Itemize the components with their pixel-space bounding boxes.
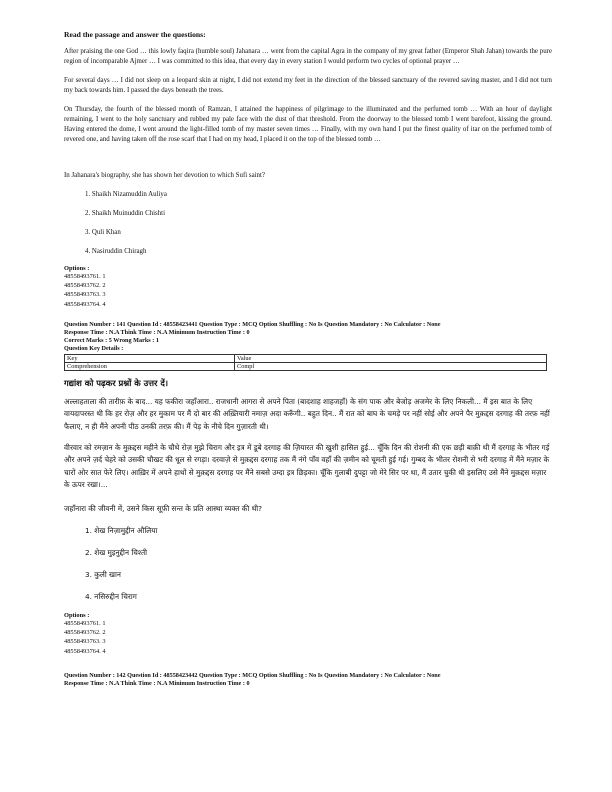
choice-list-hindi bbox=[64, 526, 552, 602]
choice-hindi-4[interactable]: 4. नसिरुद्दीन चिराग bbox=[85, 591, 137, 601]
english-section bbox=[64, 30, 552, 255]
option-id: 48558493762. 2 bbox=[64, 282, 106, 290]
passage-paragraph-hindi-1: अल्लाहताला की तारीफ़ के बाद... यह फकीरा जहाँआरा.. राजधानी आगरा से अपने पिता (बादशाह शाहजहाँ) के संग पाक और बेजोड़ अजमेर के लिए निकली... मैं इस बात के लिए वायदापरस्त थी कि हर रोज़ और हर मुकाम पर मैं दो बार की अख़्तियारी नमाज़ अदा करूँगी.. बहुत दिन.. मैं रात को बाघ के चमड़े पर नहीं सोई और अपने पैर मुक़द्दस दरगाह की तरफ़ नहीं फैलाए, न ही मैंने अपनी पीठ उनकी तरफ़ की। मैं पेड़ के नीचे दिन गुज़ारती थी। bbox=[64, 396, 550, 431]
passage-heading-hindi: गद्यांश को पढ़कर प्रश्नों के उत्तर दें। bbox=[64, 377, 168, 388]
table-row bbox=[65, 354, 547, 362]
option-id: 48558493761. 1 bbox=[64, 619, 106, 627]
question-141-meta bbox=[64, 321, 552, 353]
question-key-table bbox=[64, 354, 547, 371]
choice-english-1[interactable]: 1. Shaikh Nizamuddin Auliya bbox=[85, 191, 167, 198]
choice-hindi-2[interactable]: 2. शेख मुइनुद्दीन चिश्ती bbox=[85, 547, 147, 557]
question-meta-line: Response Time : N.A Think Time : N.A Minimum Instruction Time : 0 bbox=[64, 679, 250, 687]
passage-heading-english: Read the passage and answer the questions: bbox=[64, 30, 206, 39]
choice-english-4[interactable]: 4. Nasiruddin Chiragh bbox=[85, 248, 147, 255]
question-text-hindi: जहाँनारा की जीवनी में, उसने किस सूफ़ी सन्त के प्रति आस्था व्यक्त की थी? bbox=[64, 503, 263, 513]
question-meta-line: Question Number : 141 Question Id : 48558423441 Question Type : MCQ Option Shuffling : No Is Question Mandatory : No Calculator : None bbox=[64, 320, 441, 328]
table-cell-key: Comprehension bbox=[65, 362, 235, 370]
option-id: 48558493763. 3 bbox=[64, 638, 106, 646]
option-id: 48558493761. 1 bbox=[64, 273, 106, 280]
marks-line: Correct Marks : 5 Wrong Marks : 1 bbox=[64, 336, 159, 344]
question-meta-line: Question Number : 142 Question Id : 48558423442 Question Type : MCQ Option Shuffling : No Is Question Mandatory : No Calculator : None bbox=[64, 671, 441, 679]
question-meta-line: Response Time : N.A Think Time : N.A Minimum Instruction Time : 0 bbox=[64, 328, 250, 336]
option-id: 48558493763. 3 bbox=[64, 291, 106, 299]
options-label: Options : bbox=[64, 611, 90, 619]
key-details-label: Question Key Details : bbox=[64, 344, 124, 352]
question-text-english: In Jahanara's biography, she has shown her devotion to which Sufi saint? bbox=[64, 172, 265, 179]
passage-paragraph-english-1: After praising the one God … this lowly faqira (humble soul) Jahanara … went from the capital Agra in the company of my great father (Emperor Shah Jahan) towards the pure region of incomparable Ajmer … I was committed to this idea, that every day in every station I would perform two cycles of optional prayer … bbox=[64, 48, 552, 65]
options-label: Options : bbox=[64, 265, 90, 272]
option-id: 48558493764. 4 bbox=[64, 300, 106, 308]
table-row bbox=[65, 362, 547, 370]
choice-hindi-1[interactable]: 1. शेख निज़ामुद्दीन औलिया bbox=[85, 525, 158, 535]
table-header-value: Value bbox=[235, 354, 547, 362]
choice-hindi-3[interactable]: 3. कुली खान bbox=[85, 569, 121, 579]
choice-english-3[interactable]: 3. Quli Khan bbox=[85, 229, 121, 236]
option-id: 48558493764. 4 bbox=[64, 647, 106, 655]
option-id: 48558493762. 2 bbox=[64, 629, 106, 637]
passage-paragraph-hindi-2: वीरवार को रमज़ान के मुक़द्दस महीने के चौथे रोज़ मुझे चिराग और इत्र में डूबे दरगाह की ज़ियारत की खुशी हासिल हुई... चूँकि दिन की रोशनी की एक छड़ी बाक़ी थी मैं दरगाह के भीतर गई और अपने ज़र्द चेहरे को उसकी चौखट की धूल से रगड़ा। दरवाज़े से मुक़द्दस दरगाह तक मैं नंगे पाँव वहाँ की ज़मीन को चूमती हुई गई। गुम्बद के भीतर रोशनी से भरी दरगाह में मैंने मज़ार के चारों ओर सात फेरे लिए। आख़िर में अपने हाथों से मुक़द्दस दरगाह पर मैंने सबसे उम्दा इत्र छिड़का। चूँकि गुलाबी दुपट्टा जो मेरे सिर पर था, मैं उतार चुकी थी इसलिए उसे मैंने मुक़द्दस मज़ार के ऊपर रखा।... bbox=[64, 442, 550, 490]
question-142-meta bbox=[64, 672, 552, 688]
passage-paragraph-english-3: On Thursday, the fourth of the blessed month of Ramzan, I attained the happiness of pilgrimage to the illuminated and the perfumed tomb … With an hour of daylight remaining, I went to the holy sanctuary and rubbed my pale face with the dust of that threshold. From the doorway to the blessed tomb I went barefoot, kissing the ground. Having entered the dome, I went around the light-filled tomb of my master seven times … Finally, with my own hand I put the finest quality of itar on the perfumed tomb of revered one, and having taken off the rose scarf that I had on my head, I placed it on the top of the blessed tomb … bbox=[64, 106, 552, 143]
table-header-key: Key bbox=[65, 354, 235, 362]
hindi-section bbox=[64, 378, 552, 602]
choice-list-english bbox=[64, 191, 552, 255]
options-block-1 bbox=[64, 265, 552, 309]
choice-english-2[interactable]: 2. Shaikh Muinuddin Chishti bbox=[85, 210, 166, 217]
question-paper-page bbox=[64, 30, 552, 688]
options-block-2 bbox=[64, 612, 552, 656]
passage-paragraph-english-2: For several days … I did not sleep on a leopard skin at night, I did not extend my feet in the direction of the blessed sanctuary of the revered saving master, and I did not turn my back towards him. I passed the days beneath the trees. bbox=[64, 77, 552, 94]
table-cell-value: Compl bbox=[235, 362, 547, 370]
